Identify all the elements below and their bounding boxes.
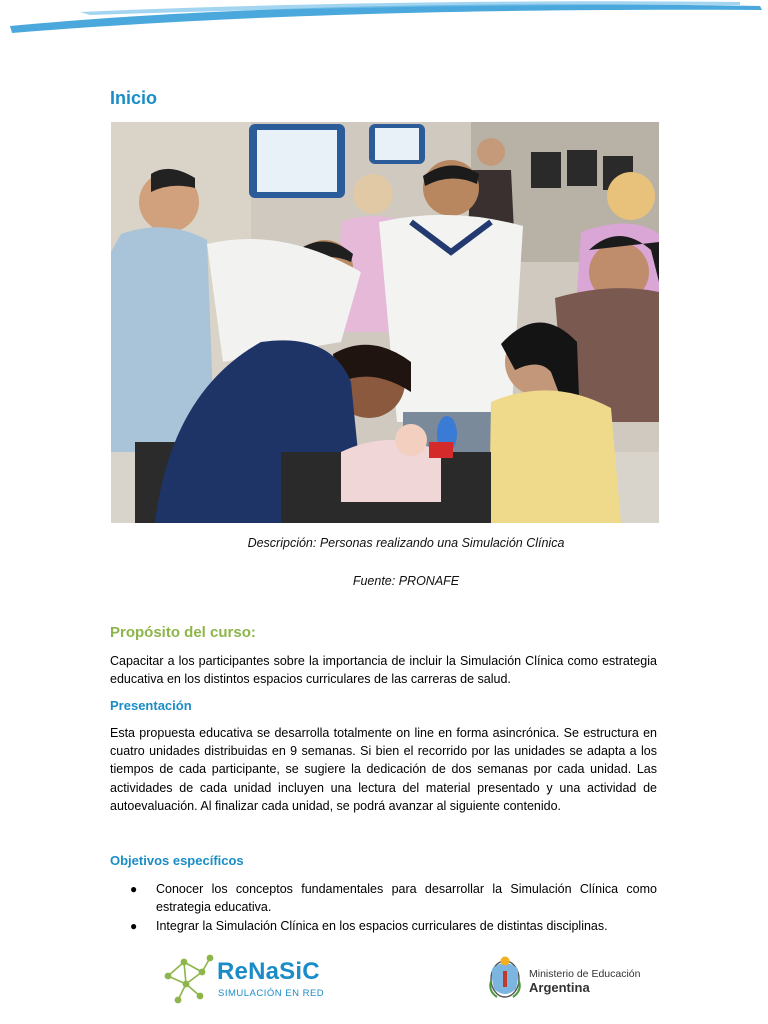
presentation-text: Esta propuesta educativa se desarrolla totalmente on line en forma asincrónica. Se estructura en cuatro unidades distribuidas en 9 semanas. Si bien el recorrido por las unidades se adapta a los tiempos de cada participante, se sugiere la dedicación de dos semanas por cada unidad. Las actividades de cada unidad incluyen una lectura del material presentado y una actividad de autoevaluación. Al finalizar cada unidad, se podrá avanzar al siguiente contenido. (110, 726, 657, 813)
bullet-icon: ● (130, 882, 138, 896)
clinical-simulation-photo (111, 122, 659, 523)
objective-item (110, 880, 657, 916)
purpose-text: Capacitar a los participantes sobre la importancia de incluir la Simulación Clínica como estrategia educativa en los distintos espacios curriculares de las carreras de salud. (110, 654, 657, 687)
top-brush-stroke (0, 0, 768, 40)
renasic-logo (160, 950, 330, 1006)
purpose-heading: Propósito del curso: (110, 624, 256, 641)
bullet-icon: ● (130, 919, 138, 934)
renasic-name: ReNaSiC (217, 958, 320, 985)
objectives-list (110, 880, 657, 937)
photo-illustration (111, 122, 659, 523)
figure-source: Fuente: PRONAFE (352, 574, 460, 588)
ministerio-line2: Argentina (529, 980, 590, 995)
network-icon (160, 950, 216, 1006)
objectives-heading: Objetivos específicos (110, 853, 244, 868)
objective-text: Conocer los conceptos fundamentales para desarrollar la Simulación Clínica como estrategia educativa. (156, 882, 657, 915)
ministerio-line1: Ministerio de Educación (529, 968, 641, 980)
presentation-heading: Presentación (110, 698, 192, 713)
renasic-tagline: SIMULACIÓN EN RED (218, 988, 325, 999)
objective-item (110, 917, 657, 935)
objective-text: Integrar la Simulación Clínica en los espacios curriculares de distintas disciplinas. (156, 919, 608, 934)
coat-of-arms-icon (488, 955, 522, 1001)
ministerio-logo (488, 955, 648, 1003)
page-heading: Inicio (110, 88, 158, 108)
figure-caption: Descripción: Personas realizando una Simulación Clínica (247, 536, 565, 550)
